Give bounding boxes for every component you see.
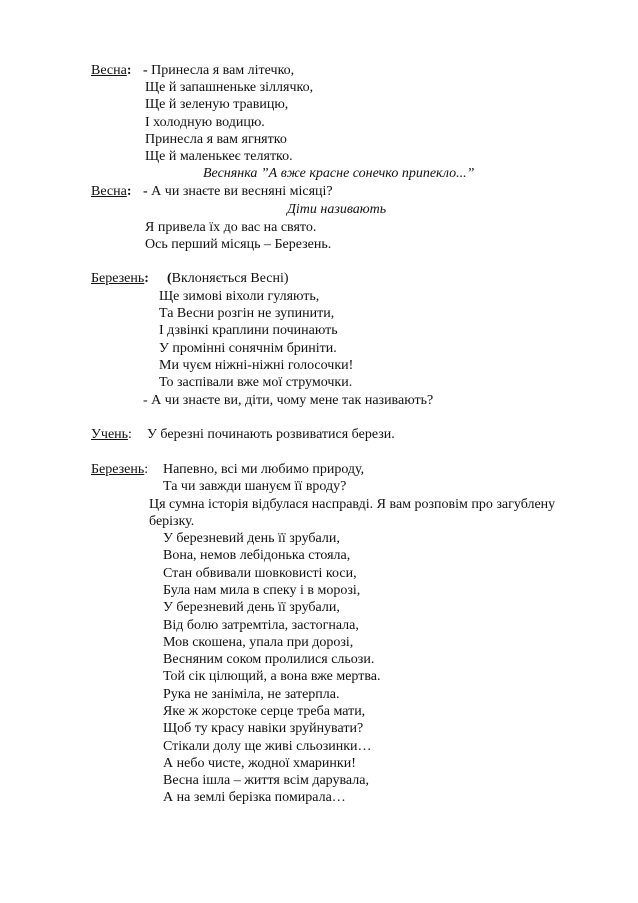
prose-line: берізку. xyxy=(149,514,195,529)
dash: - xyxy=(143,184,148,199)
verse-line: Ще й запашненьке зіллячко, xyxy=(145,80,314,95)
speaker-name: Весна xyxy=(91,63,127,78)
speaker-name: Учень xyxy=(91,427,129,442)
poem-line: А небо чисте, жодної хмаринки! xyxy=(163,756,356,771)
speaker-name: Весна xyxy=(91,184,127,199)
speaker-vesna-1 xyxy=(91,62,132,79)
speaker-colon: : xyxy=(126,63,132,78)
paren: ( xyxy=(167,271,172,286)
poem-line: Щоб ту красу навіки зруйнувати? xyxy=(163,721,364,736)
poem-line: У березневий день її зрубали, xyxy=(163,600,340,615)
dialogue-line: Та чи завжди шануєм її вроду? xyxy=(163,479,347,494)
dialogue-line: - А чи знаєте ви, діти, чому мене так називають? xyxy=(143,393,434,408)
line-text: А чи знаєте ви весняні місяці? xyxy=(151,184,333,199)
verse-line: Та Весни розгін не зупинити, xyxy=(159,306,335,321)
verse-line: Ще зимові віхоли гуляють, xyxy=(159,289,320,304)
poem-line: Весна ішла – життя всім дарувала, xyxy=(163,773,369,788)
dash: - xyxy=(143,63,148,78)
poem-line: Мов скошена, упала при дорозі, xyxy=(163,635,354,650)
verse-line: Ще й зеленую травицю, xyxy=(145,97,289,112)
speaker-colon: : xyxy=(144,462,149,477)
verse-line: Ще й маленькеє телятко. xyxy=(145,149,293,164)
speaker-colon: : xyxy=(126,184,132,199)
speaker-colon: : xyxy=(128,427,132,442)
poem-line: Яке ж жорстоке серце треба мати, xyxy=(163,704,366,719)
speaker-berezen-2 xyxy=(91,461,148,478)
verse-line: Принесла я вам ягнятко xyxy=(145,132,287,147)
dialogue-line: Напевно, всі ми любимо природу, xyxy=(163,462,365,477)
verse-line: Ось перший місяць – Березень. xyxy=(145,237,332,252)
poem-line: Була нам мила в спеку і в морозі, xyxy=(163,583,361,598)
speaker-vesna-2 xyxy=(91,183,132,200)
poem-line: Весняним соком пролилися сльози. xyxy=(163,652,375,667)
dialogue-line xyxy=(143,183,333,200)
verse-line: Ми чуєм ніжні-ніжні голосочки! xyxy=(159,358,354,373)
stage-direction: Діти називають xyxy=(287,202,387,217)
poem-line: Стікали долу ще живі сльозинки… xyxy=(163,739,372,754)
poem-line: У березневий день її зрубали, xyxy=(163,531,340,546)
poem-line: Рука не заніміла, не затерпла. xyxy=(163,687,340,702)
speaker-berezen-1 xyxy=(91,270,149,287)
speaker-name: Березень xyxy=(91,271,145,286)
verse-line: Я привела їх до вас на свято. xyxy=(145,220,317,235)
speaker-name: Березень xyxy=(91,462,145,477)
prose-line: Ця сумна історія відбулася насправді. Я вам розповім про загублену xyxy=(149,497,556,512)
line-text: Принесла я вам літечко, xyxy=(151,63,295,78)
verse-line: І дзвінкі краплини починають xyxy=(159,323,338,338)
poem-line: Той сік цілющий, а вона вже мертва. xyxy=(163,669,381,684)
stage-direction xyxy=(167,270,289,287)
verse-line: У промінні сонячнім бриніти. xyxy=(159,341,337,356)
speaker-uchen xyxy=(91,426,132,443)
poem-line: Від болю затремтіла, застогнала, xyxy=(163,618,359,633)
line-text: Вклоняється Весні) xyxy=(171,271,289,286)
speaker-colon: : xyxy=(144,271,149,286)
poem-line: А на землі берізка помирала… xyxy=(163,790,346,805)
poem-line: Вона, немов лебідонька стояла, xyxy=(163,548,351,563)
dialogue-line xyxy=(143,62,294,79)
dialogue-line: У березні починають розвиватися берези. xyxy=(147,427,395,442)
verse-line: І холодную водицю. xyxy=(145,115,265,130)
poem-line: Стан обвивали шовковисті коси, xyxy=(163,566,357,581)
verse-line: То заспівали вже мої струмочки. xyxy=(159,375,353,390)
song-direction: Веснянка ”А вже красне сонечко припекло...” xyxy=(203,166,475,181)
